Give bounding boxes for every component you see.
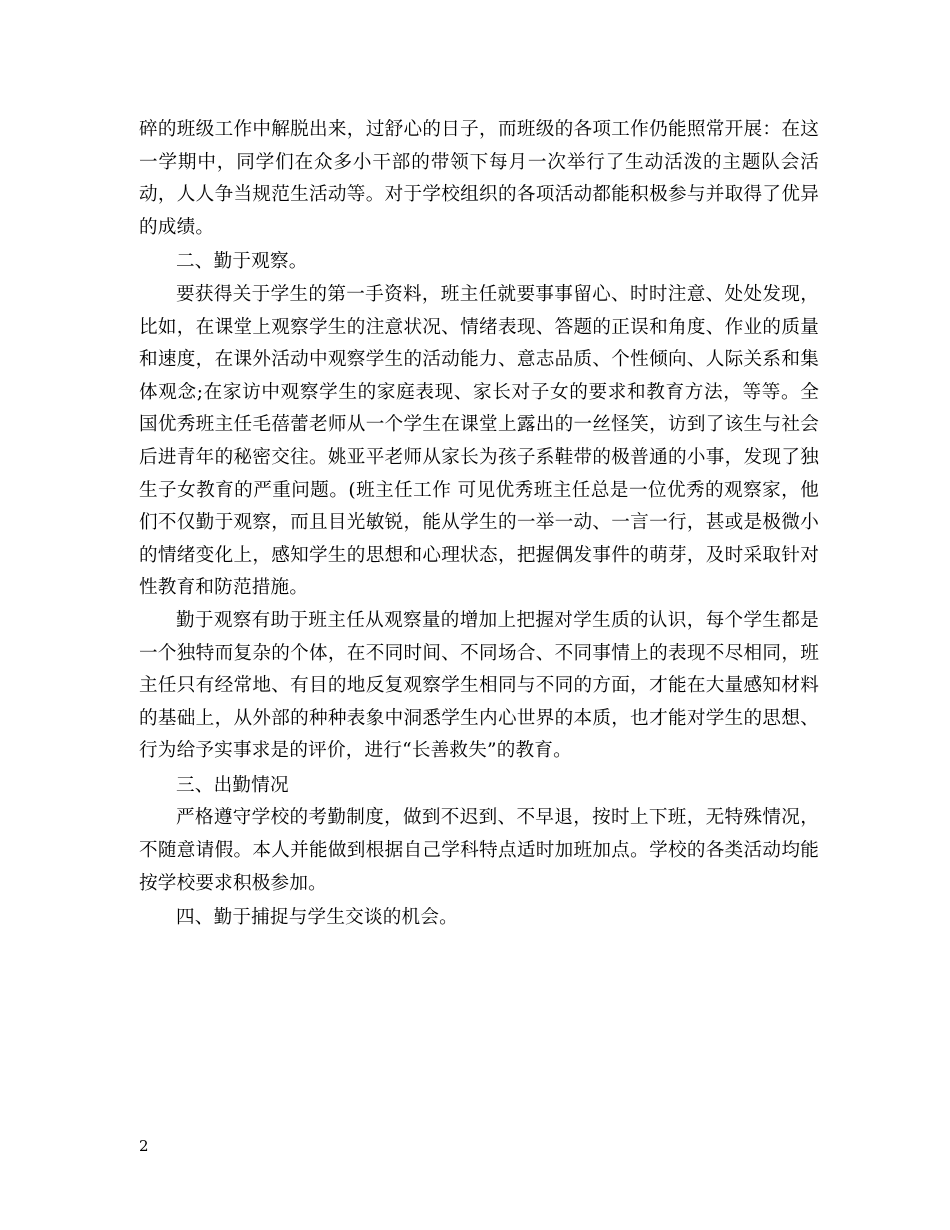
page-number: 2	[139, 1137, 149, 1155]
paragraph-attendance: 严格遵守学校的考勤制度，做到不迟到、不早退，按时上下班，无特殊情况，不随意请假。本人并能做到根据自己学科特点适时加班加点。学校的各类活动均能按学校要求积极参加。	[139, 807, 819, 894]
section-heading-attendance: 三、出勤情况	[176, 774, 289, 796]
paragraph-observation-benefits: 勤于观察有助于班主任从观察量的增加上把握对学生质的认识，每个学生都是一个独特而复杂的个体，在不同时间、不同场合、不同事情上的表现不尽相同，班主任只有经常地、有目的地反复观察学生相同与不同的方面，才能在大量感知材料的基础上，从外部的种种表象中洞悉学生内心世界的本质，也才能对学生的思想、行为给予实事求是的评价，进行“长善救失”的教育。	[139, 609, 819, 762]
section-heading-conversation: 四、勤于捕捉与学生交谈的机会。	[176, 907, 458, 929]
paragraph-continuation: 碎的班级工作中解脱出来，过舒心的日子，而班级的各项工作仍能照常开展：在这一学期中，同学们在众多小干部的带领下每月一次举行了生动活泼的主题队会活动，人人争当规范生活动等。对于学校组织的各项活动都能积极参与并取得了优异的成绩。	[139, 119, 819, 238]
section-heading-observation: 二、勤于观察。	[176, 251, 308, 273]
document-body	[139, 114, 819, 935]
paragraph-observation-intro: 要获得关于学生的第一手资料，班主任就要事事留心、时时注意、处处发现，比如，在课堂上观察学生的注意状况、情绪表现、答题的正误和角度、作业的质量和速度，在课外活动中观察学生的活动能力、意志品质、个性倾向、人际关系和集体观念;在家访中观察学生的家庭表现、家长对子女的要求和教育方法，等等。全国优秀班主任毛蓓蕾老师从一个学生在课堂上露出的一丝怪笑，访到了该生与社会后进青年的秘密交往。姚亚平老师从家长为孩子系鞋带的极普通的小事，发现了独生子女教育的严重问题。(班主任工作 可见优秀班主任总是一位优秀的观察家，他们不仅勤于观察，而且目光敏锐，能从学生的一举一动、一言一行，甚或是极微小的情绪变化上，感知学生的思想和心理状态，把握偶发事件的萌芽，及时采取针对性教育和防范措施。	[139, 283, 819, 599]
